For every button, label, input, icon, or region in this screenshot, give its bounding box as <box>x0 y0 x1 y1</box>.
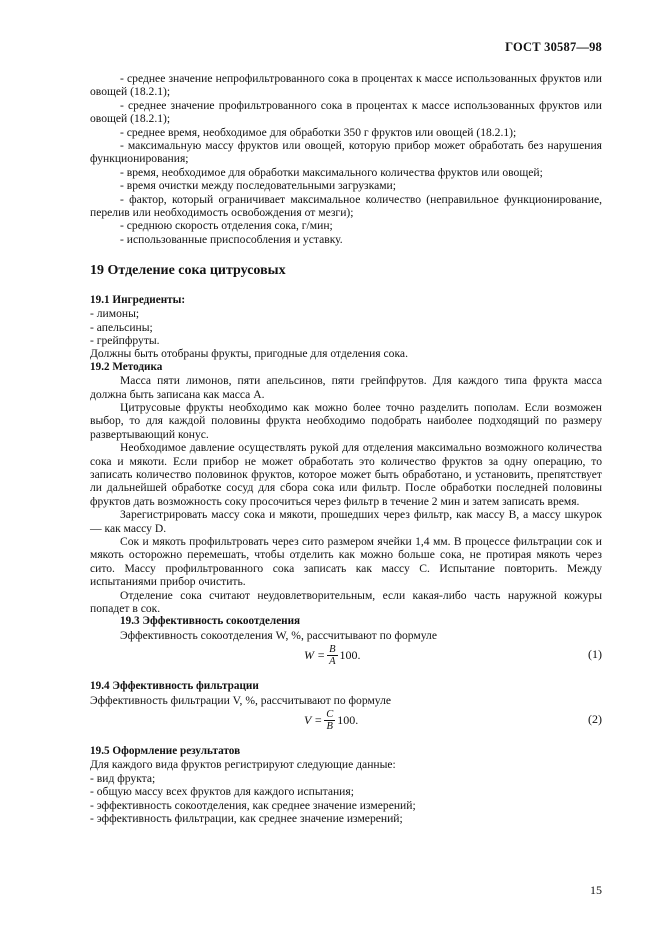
subsection-title-ingredients: 19.1 Ингредиенты: <box>90 293 186 306</box>
list-item: - время очистки между последовательными загрузками; <box>120 179 396 193</box>
formula-tail: 100. <box>339 648 361 663</box>
list-item: - среднее время, необходимое для обработки 350 г фруктов или овощей (18.2.1); <box>120 125 517 139</box>
list-item: - грейпфруты. <box>90 333 160 347</box>
list-item: - среднее значение профильтрованного сока в процентах к массе использованных фруктов или овощей (18.2.1); <box>90 98 602 126</box>
paragraph: Для каждого вида фруктов регистрируют следующие данные: <box>90 758 396 772</box>
subsection-title-results: 19.5 Оформление результатов <box>90 745 241 758</box>
formula-number: (2) <box>588 712 602 727</box>
fraction <box>327 644 337 667</box>
list-item: - среднее значение непрофильтрованного сока в процентах к массе использованных фруктов или овощей (18.2.1); <box>90 72 602 99</box>
list-item: - вид фрукта; <box>90 771 156 785</box>
formula-1 <box>90 642 602 680</box>
paragraph: Отделение сока считают неудовлетворительным, если какая-либо часть наружной кожуры попадет в сок. <box>90 588 602 616</box>
fraction-denominator: A <box>329 656 336 668</box>
list-item: - эффективность фильтрации, как среднее значение измерений; <box>90 812 403 826</box>
formula-2 <box>90 707 602 745</box>
paragraph: Масса пяти лимонов, пяти апельсинов, пяти грейпфрутов. Для каждого типа фрукта масса должна быть записана как масса A. <box>90 374 602 401</box>
list-item: - апельсины; <box>90 320 153 334</box>
section-title: 19 Отделение сока цитрусовых <box>90 263 286 279</box>
list-item: - эффективность сокоотделения, как среднее значение измерений; <box>90 798 416 812</box>
formula-expression <box>304 709 358 732</box>
subsection-title-juice-efficiency: 19.3 Эффективность сокоотделения <box>120 615 301 628</box>
list-item: - лимоны; <box>90 307 140 321</box>
fraction-numerator: C <box>326 709 334 721</box>
formula-lhs: W = <box>304 648 326 663</box>
page-number: 15 <box>590 883 602 897</box>
list-item: - использованные приспособления и уставку. <box>120 232 343 246</box>
fraction-denominator: B <box>326 721 333 733</box>
list-item: - время, необходимое для обработки максимального количества фруктов или овощей; <box>120 165 543 179</box>
list-item: - среднюю скорость отделения сока, г/мин; <box>120 219 333 233</box>
standard-code-header: ГОСТ 30587—98 <box>505 40 602 54</box>
paragraph: Эффективность сокоотделения W, %, рассчитывают по формуле <box>120 628 437 642</box>
formula-expression <box>304 644 361 667</box>
paragraph: Эффективность фильтрации V, %, рассчитывают по формуле <box>90 693 392 707</box>
paragraph: Зарегистрировать массу сока и мякоти, прошедших через фильтр, как массу B, а массу шкурок — как массу D. <box>90 508 602 535</box>
list-item: - общую массу всех фруктов для каждого испытания; <box>90 785 354 799</box>
document-body <box>90 72 602 826</box>
subsection-title-filtration-efficiency: 19.4 Эффективность фильтрации <box>90 680 259 693</box>
fraction <box>324 709 335 732</box>
list-item: - максимальную массу фруктов или овощей, которую прибор может обработать без нарушения функционирования; <box>90 139 602 166</box>
formula-number: (1) <box>588 647 602 662</box>
formula-lhs: V = <box>304 712 323 727</box>
paragraph: Необходимое давление осуществлять рукой для отделения максимально возможного количества сока и мякоти. Если прибор не может обработать это количество фруктов за одну операцию, то записать количество половинок фруктов, которое может быть обработано, и установить, препятствует ли дальнейшей обработке сосуд для сбора сока или фильтр. После обработки последней половины фруктов дать возможность соку просочиться через фильтр в течение 2 мин и затем записать время. <box>90 441 602 508</box>
list-item: - фактор, который ограничивает максимальное количество (неправильное функционирование, перелив или необходимость освобождения от мезги); <box>90 192 602 220</box>
subsection-title-method: 19.2 Методика <box>90 360 163 373</box>
paragraph: Сок и мякоть профильтровать через сито размером ячейки 1,4 мм. В процессе фильтрации сок и мякоть осторожно перемешать, чтобы отделить как можно больше сока, не протирая мякоть через сито. Массу профильтрованного сока записать как массу C. Испытание повторить. Между испытаниями прибор очистить. <box>90 535 602 589</box>
fraction-numerator: B <box>329 644 336 656</box>
paragraph: Цитрусовые фрукты необходимо как можно более точно разделить пополам. Если возможен выбор, то для каждой половины фрукта необходимо подобрать наиболее подходящий по размеру развертывающий конус. <box>90 400 602 441</box>
paragraph: Должны быть отобраны фрукты, пригодные для отделения сока. <box>90 347 408 361</box>
results-list <box>90 72 602 246</box>
formula-tail: 100. <box>337 712 359 727</box>
